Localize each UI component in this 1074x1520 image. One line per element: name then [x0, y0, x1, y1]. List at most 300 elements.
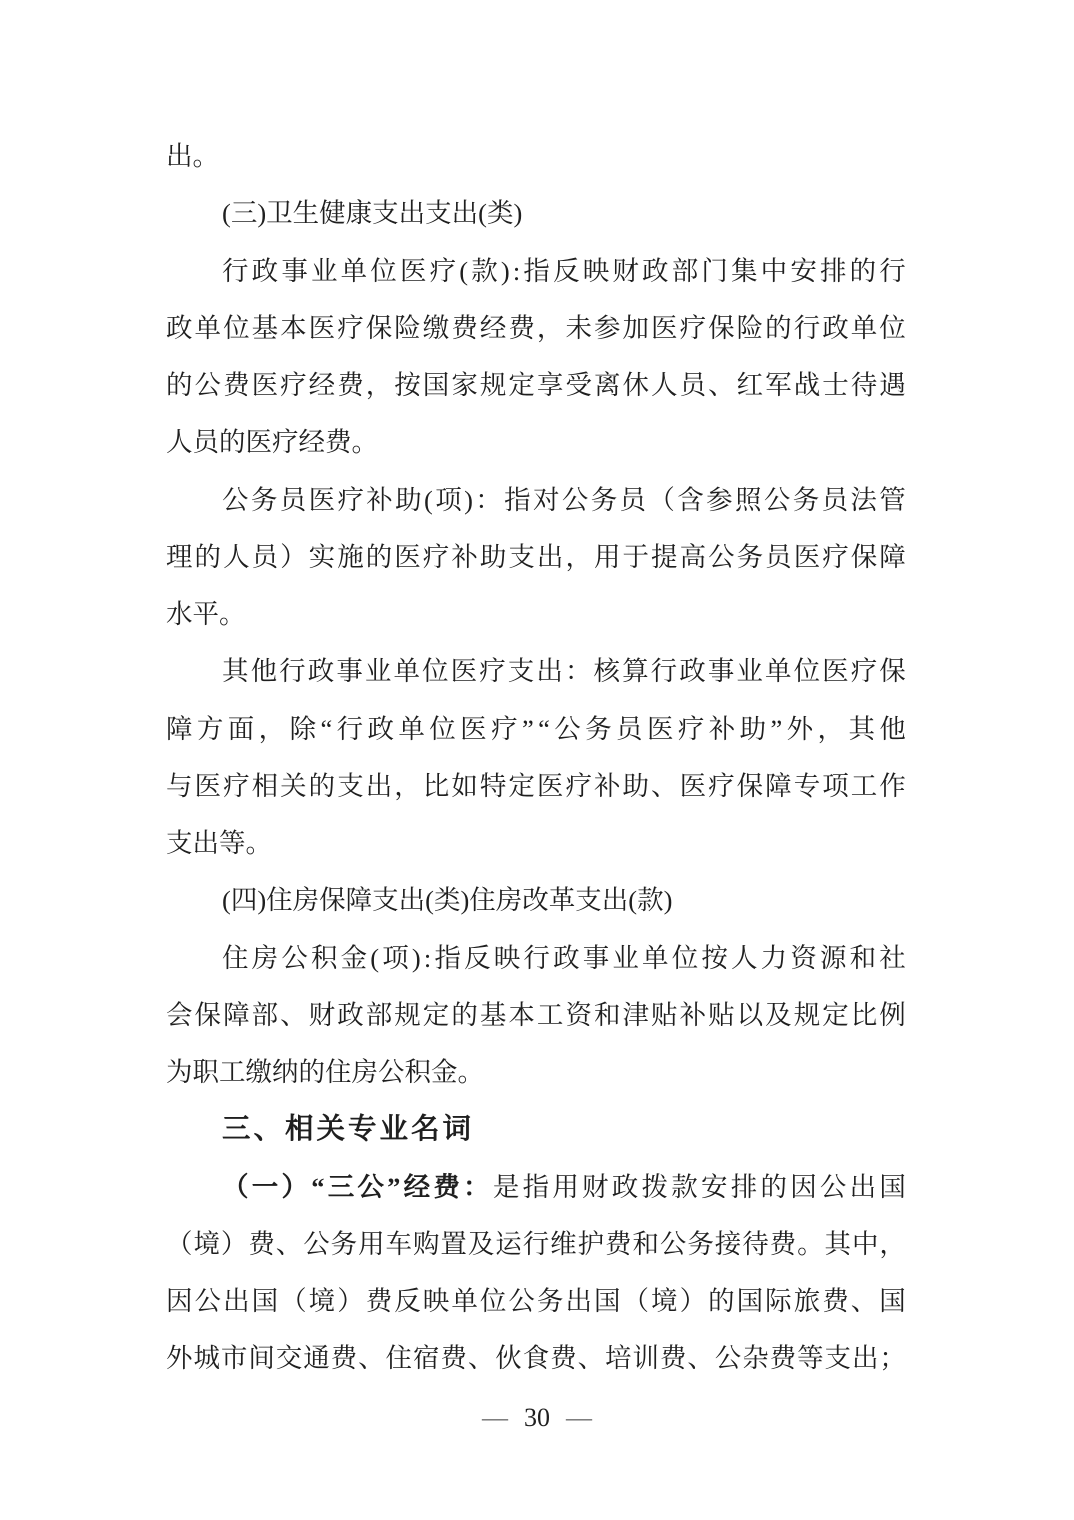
text-char: 政	[679, 656, 706, 687]
text-char: 未	[565, 312, 592, 343]
body-line	[166, 414, 906, 471]
text-char: 理	[166, 541, 193, 572]
text-char: 规	[793, 999, 821, 1030]
text-char: 、	[850, 1286, 878, 1316]
text-char: 出	[849, 1171, 877, 1202]
text-char: “	[320, 713, 333, 744]
text-char: 支	[824, 1343, 851, 1374]
text-char: 接	[714, 1228, 742, 1259]
text-char: 行	[650, 656, 678, 687]
text-char: 贴	[651, 999, 678, 1030]
text-char: 费	[330, 1343, 358, 1374]
text-char: 以	[736, 999, 764, 1030]
body-line	[166, 586, 906, 643]
text-char: 。	[797, 1228, 824, 1259]
text-char: 款	[471, 255, 498, 286]
text-char: 如	[451, 770, 478, 801]
text-run: 支出等。	[166, 828, 272, 858]
text-char: (	[459, 255, 469, 286]
text-char: 助	[739, 713, 767, 744]
text-char: 、	[577, 1343, 605, 1374]
text-char: 医	[793, 541, 821, 572]
page-number: 30	[524, 1403, 550, 1432]
text-char: 关	[280, 770, 307, 801]
text-char: 会	[166, 999, 193, 1030]
body-line	[166, 529, 906, 586]
text-char: 贴	[708, 999, 735, 1030]
text-char: 的	[708, 1286, 735, 1316]
text-char: 位	[370, 255, 397, 286]
text-char: 照	[734, 484, 762, 515]
text-char: 出	[223, 1286, 250, 1316]
text-char: 金	[340, 942, 368, 973]
text-char: 比	[850, 999, 878, 1030]
text-char: 障	[166, 713, 193, 744]
text-char: 公	[222, 484, 249, 515]
text-char: ）	[281, 1171, 308, 1202]
text-char: (	[424, 484, 433, 515]
body-line	[166, 357, 906, 414]
text-char: 业	[736, 656, 763, 687]
text-char: 公	[708, 541, 735, 572]
text-char: 疗	[337, 312, 364, 343]
text-char: 工	[850, 770, 878, 801]
text-char: 境	[651, 1286, 678, 1316]
text-char: 映	[582, 255, 610, 286]
text-char: 务	[585, 713, 612, 744]
text-char: 通	[303, 1343, 330, 1374]
text-char: 出	[851, 1343, 879, 1374]
text-char: 休	[622, 370, 649, 400]
text-char: 定	[508, 770, 535, 801]
text-char: 费	[605, 1228, 632, 1259]
text-char: 集	[731, 255, 758, 286]
text-char: 外	[166, 1343, 193, 1374]
text-char: 等	[797, 1343, 824, 1374]
text-char: 保	[850, 541, 878, 572]
text-char: 支	[337, 770, 364, 801]
text-char: 资	[790, 942, 817, 973]
text-char: 和	[593, 999, 621, 1030]
text-char: 人	[731, 942, 758, 973]
text-char: 加	[622, 312, 649, 343]
text-run: 人员的医疗经费。	[166, 427, 378, 458]
text-char: 疗	[677, 713, 705, 744]
text-char: 费	[822, 1286, 849, 1316]
text-char: 保	[736, 770, 764, 801]
text-char: 境	[308, 1286, 336, 1316]
text-char: 行	[522, 1228, 550, 1259]
text-char: 、	[651, 770, 678, 801]
text-char: 公	[281, 942, 308, 973]
text-char: 的	[451, 999, 478, 1030]
body-line	[166, 1216, 906, 1273]
text-char: 险	[736, 312, 764, 343]
text-char: 公	[659, 1228, 687, 1259]
text-char: 维	[550, 1228, 577, 1259]
text-char: 支	[508, 541, 535, 572]
text-char: 的	[849, 255, 877, 286]
text-char: 的	[194, 541, 222, 572]
text-char: 位	[422, 656, 449, 687]
text-char: 高	[679, 541, 707, 572]
text-char: 管	[879, 484, 906, 515]
text-char: 实	[308, 541, 336, 572]
text-char: 医	[450, 656, 478, 687]
text-char: 障	[223, 999, 250, 1030]
text-char: 受	[565, 370, 592, 400]
text-char: 、	[275, 1228, 303, 1259]
text-char: 行	[336, 713, 364, 744]
text-char: ，	[879, 1228, 906, 1259]
text-char: 员	[821, 484, 849, 515]
text-char: 费	[365, 1286, 393, 1316]
text-char: 障	[765, 770, 792, 801]
body-line	[166, 243, 906, 300]
text-char: （	[280, 1286, 307, 1316]
text-char: 疗	[280, 370, 307, 400]
text-char: 保	[194, 999, 222, 1030]
text-char: 和	[849, 942, 877, 973]
text-char: 离	[593, 370, 621, 400]
text-char: 训	[632, 1343, 659, 1374]
text-char: 食	[522, 1343, 550, 1374]
text-char: 补	[708, 713, 736, 744]
text-char: )	[500, 255, 510, 286]
text-char: ：	[463, 1171, 490, 1202]
text-char: 际	[765, 1286, 792, 1316]
text-char: 及	[765, 999, 792, 1030]
text-char: 助	[622, 770, 649, 801]
text-char: 政	[822, 312, 849, 343]
text-char: 排	[730, 1171, 758, 1202]
text-char: 市	[220, 1343, 248, 1374]
text-char: 他	[879, 713, 906, 744]
text-char: 险	[394, 312, 421, 343]
text-char: 于	[622, 541, 649, 572]
text-char: 社	[879, 942, 906, 973]
text-char: 及	[467, 1228, 495, 1259]
text-char: 支	[507, 656, 535, 687]
text-char: 待	[850, 370, 878, 400]
text-char: 费	[433, 1171, 460, 1202]
text-char: 的	[166, 370, 193, 400]
text-char: 国	[879, 1286, 906, 1316]
text-char: 行	[523, 942, 550, 973]
body-line	[166, 300, 906, 357]
text-char: 积	[310, 942, 338, 973]
text-char: 部	[671, 255, 699, 286]
text-char: “	[538, 713, 550, 744]
text-char: 按	[394, 370, 421, 400]
text-char: 安	[790, 255, 817, 286]
text-char: ）	[679, 1286, 707, 1316]
text-char: 映	[422, 1286, 450, 1316]
text-char: 参	[593, 312, 621, 343]
text-char: 伙	[495, 1343, 522, 1374]
text-char: 事	[281, 255, 308, 286]
text-char: （	[648, 484, 675, 515]
text-char: 的	[765, 312, 792, 343]
text-char: 医	[679, 770, 707, 801]
text-run: 出。	[166, 141, 219, 171]
text-char: 津	[622, 999, 649, 1030]
text-char: 行	[793, 312, 821, 343]
text-char: 公	[763, 484, 791, 515]
text-char: （	[166, 1228, 193, 1259]
page-footer	[0, 1398, 1074, 1438]
text-char: 出	[565, 1286, 592, 1316]
text-char: 行	[879, 255, 906, 286]
text-char: 员	[251, 541, 279, 572]
text-char: ，	[817, 713, 845, 744]
text-char: 医	[399, 255, 427, 286]
text-char: 国	[736, 1286, 764, 1316]
text-char: 的	[365, 541, 393, 572]
text-char: 间	[248, 1343, 275, 1374]
text-char: 单	[398, 713, 425, 744]
text-char: 指	[434, 942, 461, 973]
text-char: 含	[677, 484, 704, 515]
text-char: 业	[612, 942, 639, 973]
text-char: 款	[671, 1171, 698, 1202]
text-char: 其	[222, 656, 249, 687]
text-run: 为职工缴纳的住房公积金。	[166, 1057, 484, 1087]
text-char: ）	[337, 1286, 364, 1316]
text-char: 医	[646, 713, 674, 744]
text-char: 政	[307, 656, 335, 687]
text-char: 费	[508, 312, 535, 343]
text-char: 医	[460, 713, 487, 744]
text-run: (三)卫生健康支出支出(类)	[222, 198, 523, 229]
text-char: 医	[251, 370, 279, 400]
text-char: 相	[251, 770, 279, 801]
text-char: 位	[479, 1286, 507, 1316]
text-char: 位	[793, 656, 821, 687]
section-heading-3	[166, 1101, 906, 1158]
text-char: 对	[532, 484, 560, 515]
text-char: 务	[536, 1286, 564, 1316]
text-char: 用	[552, 1171, 579, 1202]
text-char: 事	[707, 656, 735, 687]
text-char: 财	[612, 255, 639, 286]
text-char: 经	[403, 1171, 431, 1202]
text-char: 比	[422, 770, 450, 801]
text-char: 、	[687, 1343, 714, 1374]
text-char: 军	[765, 370, 792, 400]
text-char: 疗	[422, 541, 450, 572]
text-char: 定	[422, 999, 450, 1030]
text-char: 项	[822, 770, 849, 801]
text-char: ）	[280, 541, 307, 572]
text-char: 单	[451, 1286, 478, 1316]
text-char: 费	[223, 370, 250, 400]
body-line	[166, 701, 906, 758]
text-char: 源	[819, 942, 847, 973]
text-char: ：	[564, 656, 592, 687]
text-char: 疗	[850, 656, 878, 687]
text-char: 务	[687, 1228, 714, 1259]
text-char: 的	[760, 1171, 787, 1202]
body-line	[166, 1273, 906, 1330]
text-char: 医	[308, 484, 336, 515]
footer-right-dash: —	[566, 1403, 592, 1432]
text-char: 单	[194, 312, 222, 343]
text-char: 单	[393, 656, 420, 687]
text-char: 力	[760, 942, 788, 973]
text-char: （	[222, 1171, 249, 1202]
text-char: 务	[330, 1228, 358, 1259]
text-run: 水平。	[166, 599, 246, 629]
text-char: 费	[440, 1343, 467, 1374]
text-char: 、	[467, 1343, 495, 1374]
text-char: 住	[385, 1343, 412, 1374]
text-char: 保	[879, 656, 906, 687]
text-char: 医	[536, 770, 564, 801]
text-char: 出	[365, 770, 393, 801]
text-char: 安	[700, 1171, 728, 1202]
text-char: 经	[308, 370, 336, 400]
text-char: 公	[194, 1286, 222, 1316]
text-char: 士	[822, 370, 849, 400]
text-char: 医	[394, 541, 421, 572]
text-char: 反	[394, 1286, 421, 1316]
text-char: 特	[479, 770, 507, 801]
text-char: 工	[536, 999, 564, 1030]
text-char: 费	[337, 370, 364, 400]
text-char: 培	[605, 1343, 632, 1374]
text-char: )	[464, 484, 473, 515]
text-char: 门	[701, 255, 728, 286]
text-run: 三、相关专业名词	[222, 1113, 475, 1146]
footer-left-dash: —	[482, 1403, 508, 1432]
text-char: 财	[308, 999, 336, 1030]
text-char: 财	[582, 1171, 609, 1202]
text-char: 业	[364, 656, 392, 687]
text-char: 例	[879, 999, 906, 1030]
text-char: 是	[492, 1171, 520, 1202]
text-char: 员	[679, 370, 707, 400]
text-char: (	[370, 942, 380, 973]
text-char: 法	[850, 484, 877, 515]
text-char: ”	[770, 713, 783, 744]
text-char: 和	[632, 1228, 659, 1259]
text-char: 部	[365, 999, 393, 1030]
text-char: 公	[714, 1343, 742, 1374]
text-char: 中	[851, 1228, 879, 1259]
text-char: 费	[769, 1343, 797, 1374]
text-char: 公	[561, 484, 589, 515]
text-char: 务	[250, 484, 278, 515]
text-char: “	[311, 1171, 325, 1202]
text-char: 交	[275, 1343, 303, 1374]
text-char: 员	[279, 484, 307, 515]
text-char: 国	[422, 370, 450, 400]
text-char: 公	[303, 1228, 330, 1259]
text-char: 医	[194, 770, 222, 801]
text-char: 助	[479, 541, 507, 572]
text-char: 待	[742, 1228, 769, 1259]
text-char: 公	[554, 713, 581, 744]
body-line	[166, 987, 906, 1044]
text-char: 疗	[565, 770, 592, 801]
text-char: ，	[394, 770, 421, 801]
text-char: 作	[879, 770, 906, 801]
body-line	[166, 815, 906, 872]
text-char: 境	[193, 1228, 220, 1259]
document-body	[166, 128, 906, 1388]
text-char: 员	[765, 541, 792, 572]
body-line	[166, 472, 906, 529]
text-char: ）	[220, 1228, 248, 1259]
text-char: 疗	[708, 770, 735, 801]
text-char: 外	[786, 713, 814, 744]
text-char: 杂	[742, 1343, 769, 1374]
text-char: 的	[308, 770, 336, 801]
text-char: ，	[565, 541, 592, 572]
text-char: 公	[508, 1286, 535, 1316]
text-char: 指	[522, 1171, 550, 1202]
text-char: 基	[251, 312, 279, 343]
text-char: :	[423, 942, 432, 973]
body-line	[166, 1330, 906, 1387]
text-char: 三	[327, 1171, 355, 1202]
text-char: 指	[523, 255, 550, 286]
text-char: 置	[440, 1228, 467, 1259]
text-char: 家	[451, 370, 478, 400]
text-char: 政	[367, 713, 394, 744]
text-char: 人	[651, 370, 678, 400]
text-char: 事	[336, 656, 363, 687]
text-char: 公	[357, 1171, 384, 1202]
text-char: 单	[850, 312, 878, 343]
text-char: 部	[251, 999, 279, 1030]
text-char: 项	[435, 484, 462, 515]
text-char: 务	[736, 541, 764, 572]
text-char: 参	[706, 484, 733, 515]
text-char: 本	[280, 312, 307, 343]
text-char: 保	[708, 312, 735, 343]
text-char: 房	[251, 942, 279, 973]
text-char: 费	[248, 1228, 275, 1259]
text-char: 障	[879, 541, 906, 572]
text-char: 除	[289, 713, 317, 744]
text-char: 补	[451, 541, 478, 572]
text-char: 人	[223, 541, 250, 572]
body-line	[166, 643, 906, 700]
text-char: 用	[358, 1228, 385, 1259]
text-char: 、	[708, 370, 735, 400]
text-char: 政	[642, 255, 669, 286]
text-char: 医	[651, 312, 678, 343]
text-char: 单	[642, 942, 669, 973]
text-char: 保	[365, 312, 393, 343]
text-char: 方	[196, 713, 224, 744]
text-char: 公	[819, 1171, 847, 1202]
text-char: 缴	[422, 312, 450, 343]
text-char: 政	[337, 999, 364, 1030]
text-char: 出	[536, 541, 564, 572]
text-run: (四)住房保障支出(类)住房改革支出(款)	[222, 885, 673, 916]
text-char: 政	[611, 1171, 639, 1202]
text-char: 车	[385, 1228, 412, 1259]
text-char: 战	[793, 370, 821, 400]
text-char: 费	[550, 1343, 577, 1374]
text-char: 疗	[479, 656, 506, 687]
text-char: 核	[593, 656, 621, 687]
text-char: 城	[193, 1343, 220, 1374]
text-char: （	[622, 1286, 649, 1316]
